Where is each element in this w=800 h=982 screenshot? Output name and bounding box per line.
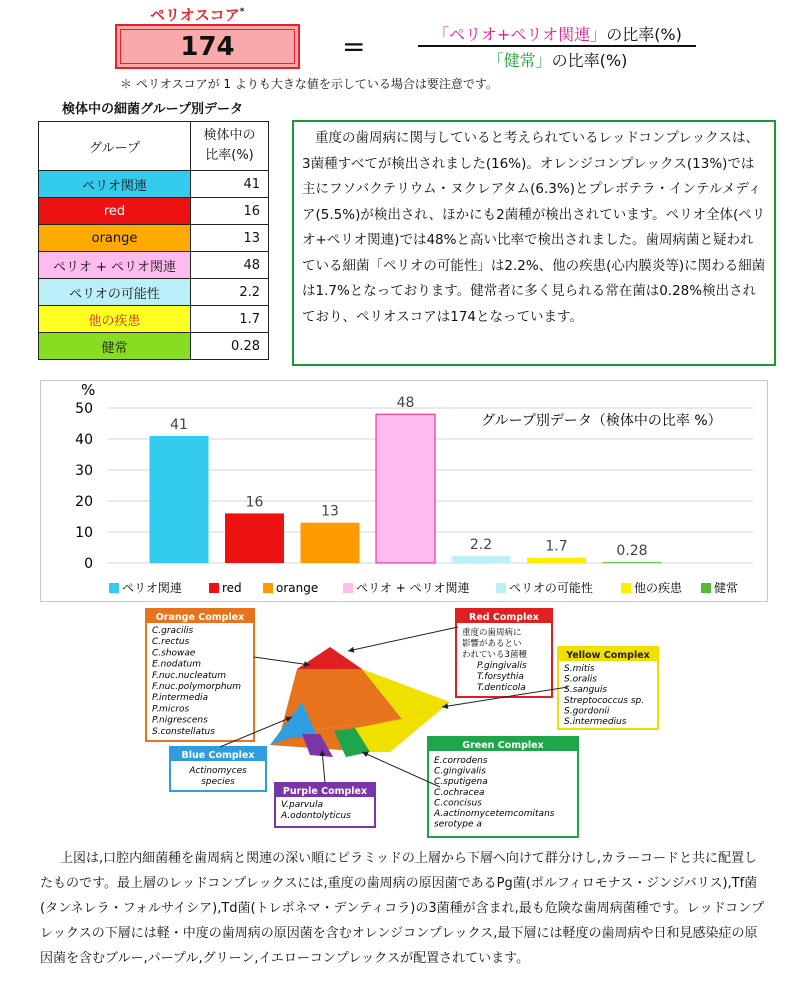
orange-species: F.nuc.nucleatum [152, 670, 227, 681]
y-tick-label: 10 [75, 525, 93, 541]
green-species: C.sputigena [434, 777, 488, 788]
bar-value-label: 16 [245, 494, 264, 511]
group-value: 41 [191, 171, 269, 198]
green-species: A.actinomycetemcomitans [434, 809, 555, 819]
bar-chart-svg [41, 381, 767, 601]
group-label: 健常 [39, 333, 191, 360]
purple-box-title: Purple Complex [282, 786, 368, 797]
table-row [39, 252, 269, 279]
blue-box-title: Blue Complex [181, 750, 255, 761]
pointer-arrow [254, 657, 310, 665]
score-value-box [115, 24, 300, 69]
green-box-title: Green Complex [462, 740, 544, 751]
yellow-species: S.oralis [564, 674, 597, 685]
group-value: 48 [191, 252, 269, 279]
red-box-title: Red Complex [469, 612, 539, 623]
orange-box-title: Orange Complex [155, 612, 245, 623]
bar [603, 562, 662, 563]
orange-complex-box [146, 609, 254, 741]
yellow-species: S.mitis [564, 664, 595, 674]
equals-sign: = [342, 30, 366, 63]
bar-value-label: 0.28 [616, 543, 648, 560]
blue-species: Actinomyces [189, 766, 247, 776]
pyramid-caption: 上図は,口腔内細菌種を歯周病と関連の深い順にピラミッドの上層から下層へ向けて群分けし,カラーコードと共に配置したものです。最上層のレッドコンプレックスには,重度の歯周病の原因菌であるPg菌(ポルフィロモナス・ジンジバリス),Tf菌(タンネレラ・フォルサイシア),Td菌(トレポネマ・デンティコラ)の3菌種が含まれ,最も危険な歯周病菌種です。レッドコンプレックスの下層には軽・中度の歯周病の原因菌を含むオレンジコンプレックス,最下層には軽度の歯周病や日和見感染症の原因菌を含むブルー,パープル,グリーン,イエローコンプレックスが配置されています。 [40, 851, 765, 966]
table-row [39, 306, 269, 333]
score-value: 174 [120, 29, 295, 64]
bar [301, 523, 360, 563]
green-species: C.concisus [434, 798, 482, 809]
y-tick-label: 50 [75, 401, 93, 417]
y-tick-label: 20 [75, 494, 93, 510]
yellow-species: S.gordonii [564, 706, 610, 717]
legend-swatch [621, 583, 631, 593]
group-label: ペリオの可能性 [39, 279, 191, 306]
bar-value-label: 48 [396, 395, 415, 412]
y-tick-label: 30 [75, 463, 93, 479]
orange-species: C.gracilis [152, 626, 194, 636]
legend-label: ペリオ + ペリオ関連 [356, 581, 470, 595]
bar-chart [40, 380, 768, 602]
yellow-complex-box [558, 647, 658, 729]
red-description: われている3菌種 [462, 650, 527, 660]
bar-value-label: 1.7 [545, 538, 568, 555]
table-row [39, 279, 269, 306]
bar-value-label: 41 [170, 416, 188, 433]
red-species: T.denticola [477, 683, 526, 693]
green-species: C.gingivalis [434, 766, 486, 777]
blue-complex-box [170, 747, 266, 791]
legend-label: red [222, 581, 242, 595]
legend-label: orange [276, 581, 319, 595]
purple-species: V.parvula [281, 800, 323, 810]
group-value: 2.2 [191, 279, 269, 306]
group-value: 16 [191, 198, 269, 225]
orange-species: S.constellatus [152, 726, 215, 737]
table-title: 検体中の細菌グループ別データ [62, 102, 243, 117]
table-row [39, 198, 269, 225]
fraction-line [418, 45, 696, 47]
orange-species: C.showae [152, 648, 196, 659]
pyramid-svg [140, 607, 660, 840]
yellow-species: S.intermedius [564, 717, 627, 727]
group-label: red [39, 198, 191, 225]
bar [376, 414, 435, 563]
table-row [39, 225, 269, 252]
green-species: E.corrodens [434, 756, 488, 766]
yellow-species: Streptococcus sp. [564, 695, 645, 706]
orange-species: P.intermedia [152, 693, 209, 704]
legend-swatch [343, 583, 353, 593]
y-tick-label: 40 [75, 432, 93, 448]
red-complex-box [456, 609, 552, 697]
group-value: 1.7 [191, 306, 269, 333]
group-label: 他の疾患 [39, 306, 191, 333]
table-header-row [39, 122, 269, 171]
purple-complex-box [275, 783, 375, 827]
legend-label: 健常 [714, 581, 739, 595]
complex-pyramid-diagram [140, 607, 660, 840]
bar [225, 513, 284, 563]
legend-swatch [209, 583, 219, 593]
group-label: orange [39, 225, 191, 252]
pointer-arrow [348, 627, 458, 651]
group-table [38, 121, 269, 360]
header-ratio: 検体中の 比率(%) [191, 122, 269, 171]
legend-swatch [496, 583, 506, 593]
group-value: 0.28 [191, 333, 269, 360]
orange-species: P.nigrescens [152, 715, 208, 726]
group-label: ペリオ + ペリオ関連 [39, 252, 191, 279]
group-value: 13 [191, 225, 269, 252]
green-species: serotype a [434, 819, 482, 830]
score-numerator: 「ペリオ+ペリオ関連」の比率(%) [433, 25, 682, 44]
orange-species: P.micros [152, 704, 190, 715]
bar-value-label: 13 [321, 503, 339, 520]
score-label: ペリオスコア* [150, 6, 245, 24]
legend-label: ペリオの可能性 [509, 581, 593, 595]
orange-species: F.nuc.polymorphum [152, 682, 242, 692]
bar-value-label: 2.2 [469, 537, 493, 554]
purple-species: A.odontolyticus [281, 811, 351, 821]
header-group: グループ [39, 122, 191, 171]
score-note: ＊ ペリオスコアが 1 よりも大きな値を示している場合は要注意です。 [120, 77, 498, 91]
bar [452, 556, 511, 563]
table-row [39, 333, 269, 360]
y-axis-unit: % [81, 381, 96, 399]
bar [150, 436, 209, 563]
green-complex-box [428, 737, 578, 837]
legend-swatch [109, 583, 119, 593]
legend-swatch [701, 583, 711, 593]
legend-label: 他の疾患 [634, 581, 683, 595]
score-denominator: 「健常」の比率(%) [487, 51, 628, 70]
summary-text: 重度の歯周病に関与していると考えられているレッドコンプレックスは、3菌種すべてが検出されました(16%)。オレンジコンプレックス(13%)では主にフソバクテリウム・ヌクレアタム(6.3%)とプレボテラ・インテルメディア(5.5%)が検出され、ほかにも2菌種が検出されています。ペリオ全体(ペリオ+ペリオ関連)では48%と高い比率で検出されました。歯周病菌と疑われている細菌「ペリオの可能性」は2.2%、他の疾患(心内膜炎等)に関わる細菌は1.7%となっております。健常者に多く見られる常在菌は0.28%検出されており、ペリオスコアは174となっています。 [292, 120, 776, 366]
legend-label: ペリオ関連 [122, 581, 182, 595]
red-description: 影響があるとい [462, 639, 522, 649]
y-tick-label: 0 [84, 556, 93, 572]
red-species: T.forsythia [477, 672, 524, 682]
chart-title: グループ別データ（検体中の比率 %） [481, 413, 722, 429]
yellow-species: S.sanguis [564, 685, 608, 696]
blue-species: species [201, 777, 235, 787]
green-species: C.ochracea [434, 787, 485, 798]
orange-species: C.rectus [152, 637, 190, 648]
legend-swatch [263, 583, 273, 593]
yellow-box-title: Yellow Complex [566, 650, 650, 661]
red-species: P.gingivalis [477, 661, 527, 671]
orange-species: E.nodatum [152, 659, 201, 670]
group-label: ペリオ関連 [39, 171, 191, 198]
red-description: 重度の歯周病に [462, 628, 522, 638]
bar [527, 558, 586, 563]
table-row [39, 171, 269, 198]
